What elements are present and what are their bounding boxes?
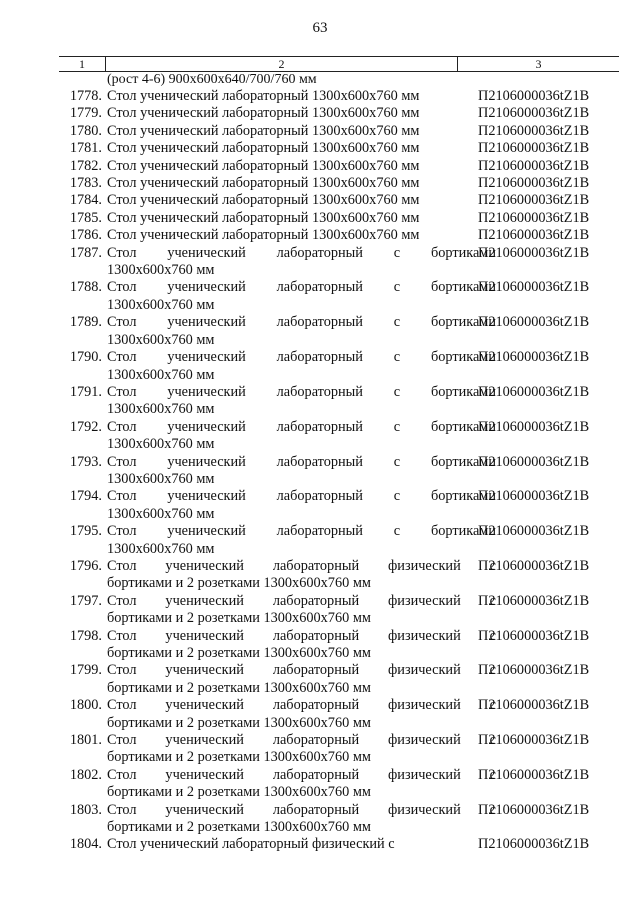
description-line: Стол ученический лабораторный 1300x600x760 мм bbox=[107, 192, 420, 209]
description-line: 1300x600x760 мм bbox=[107, 331, 215, 348]
item-description bbox=[107, 175, 496, 192]
item-description bbox=[107, 279, 496, 314]
description-line: Стол ученический лабораторный 1300x600x760 мм bbox=[107, 105, 420, 122]
table-row bbox=[59, 384, 619, 419]
item-number: 1782. bbox=[69, 157, 102, 174]
table-row bbox=[59, 697, 619, 732]
description-line: Стол ученический лабораторный физический с bbox=[107, 801, 496, 818]
item-description bbox=[107, 558, 496, 593]
table-row bbox=[59, 314, 619, 349]
description-line: Стол ученический лабораторный с бортиками bbox=[107, 244, 496, 261]
table-row bbox=[59, 349, 619, 384]
item-number: 1789. bbox=[69, 314, 102, 331]
description-line: 1300x600x760 мм bbox=[107, 470, 215, 487]
table-header bbox=[59, 56, 619, 72]
item-description bbox=[107, 454, 496, 489]
description-line: Стол ученический лабораторный физический с bbox=[107, 627, 496, 644]
item-number: 1786. bbox=[69, 227, 102, 244]
description-line: Стол ученический лабораторный с бортиками bbox=[107, 314, 496, 331]
item-number: 1788. bbox=[69, 279, 102, 296]
table-row bbox=[59, 123, 619, 140]
header-col-1: 1 bbox=[79, 57, 85, 71]
table-row bbox=[59, 158, 619, 175]
item-code: П2106000036tZ1B bbox=[478, 732, 590, 749]
item-number: 1790. bbox=[69, 349, 102, 366]
item-code: П2106000036tZ1B bbox=[478, 175, 590, 192]
item-code: П2106000036tZ1B bbox=[478, 140, 590, 157]
table-row bbox=[59, 732, 619, 767]
item-number: 1795. bbox=[69, 523, 102, 540]
item-code: П2106000036tZ1B bbox=[478, 766, 590, 783]
description-line: 1300x600x760 мм bbox=[107, 436, 215, 453]
description-line: бортиками и 2 розетками 1300x600x760 мм bbox=[107, 610, 371, 627]
item-number: 1798. bbox=[69, 627, 102, 644]
item-number: 1785. bbox=[69, 209, 102, 226]
item-description bbox=[107, 245, 496, 280]
table-row bbox=[59, 802, 619, 837]
description-line: Стол ученический лабораторный 1300x600x760 мм bbox=[107, 175, 420, 192]
item-description bbox=[107, 732, 496, 767]
item-number: 1794. bbox=[69, 488, 102, 505]
description-line: 1300x600x760 мм bbox=[107, 505, 215, 522]
item-code: П2106000036tZ1B bbox=[478, 105, 590, 122]
table-row bbox=[59, 523, 619, 558]
item-code: П2106000036tZ1B bbox=[478, 209, 590, 226]
item-number: 1787. bbox=[69, 244, 102, 261]
table-row bbox=[59, 175, 619, 192]
description-line: бортиками и 2 розетками 1300x600x760 мм bbox=[107, 679, 371, 696]
description-line: Стол ученический лабораторный с бортиками bbox=[107, 383, 496, 400]
description-line: бортиками и 2 розетками 1300x600x760 мм bbox=[107, 645, 371, 661]
description-line: 1300x600x760 мм bbox=[107, 401, 215, 418]
item-code: П2106000036tZ1B bbox=[478, 418, 590, 435]
item-code: П2106000036tZ1B bbox=[478, 157, 590, 174]
item-number: 1804. bbox=[69, 836, 102, 853]
page-number: 63 bbox=[312, 20, 328, 36]
item-code: П2106000036tZ1B bbox=[478, 227, 590, 244]
header-col-2: 2 bbox=[278, 57, 285, 71]
table-row bbox=[59, 245, 619, 280]
item-description bbox=[107, 140, 496, 157]
item-description bbox=[107, 210, 496, 227]
description-line: бортиками и 2 розетками 1300x600x760 мм bbox=[107, 575, 371, 592]
table-row bbox=[59, 558, 619, 593]
description-line: Стол ученический лабораторный 1300x600x760 мм bbox=[107, 140, 420, 157]
item-description bbox=[107, 192, 496, 209]
item-description bbox=[107, 836, 496, 853]
item-code: П2106000036tZ1B bbox=[478, 88, 590, 104]
table-row bbox=[59, 454, 619, 489]
item-number: 1796. bbox=[69, 557, 102, 574]
table-row bbox=[59, 488, 619, 523]
item-code: П2106000036tZ1B bbox=[478, 314, 590, 331]
item-code: П2106000036tZ1B bbox=[478, 383, 590, 400]
description-line: Стол ученический лабораторный физический с bbox=[107, 592, 496, 609]
item-code: П2106000036tZ1B bbox=[478, 836, 590, 853]
table-row bbox=[59, 279, 619, 314]
item-code: П2106000036tZ1B bbox=[478, 801, 590, 818]
item-number: 1780. bbox=[69, 122, 102, 139]
table-row bbox=[59, 227, 619, 244]
item-description bbox=[107, 593, 496, 628]
description-line: Стол ученический лабораторный с бортиками bbox=[107, 453, 496, 470]
item-description bbox=[107, 314, 496, 349]
item-description bbox=[107, 697, 496, 732]
description-line: Стол ученический лабораторный 1300x600x760 мм bbox=[107, 209, 420, 226]
item-code: П2106000036tZ1B bbox=[478, 627, 590, 644]
item-number: 1791. bbox=[69, 383, 102, 400]
header-col-3: 3 bbox=[535, 57, 542, 71]
item-code: П2106000036tZ1B bbox=[478, 192, 590, 209]
description-line: бортиками и 2 розетками 1300x600x760 мм bbox=[107, 819, 371, 836]
item-description bbox=[107, 158, 496, 175]
item-number: 1781. bbox=[69, 140, 102, 157]
item-number: 1784. bbox=[69, 192, 102, 209]
description-line: Стол ученический лабораторный физический с bbox=[107, 697, 496, 714]
item-code: П2106000036tZ1B bbox=[478, 697, 590, 714]
description-line: Стол ученический лабораторный физический с bbox=[107, 766, 496, 783]
item-code: П2106000036tZ1B bbox=[478, 453, 590, 470]
item-code: П2106000036tZ1B bbox=[478, 349, 590, 366]
item-description bbox=[107, 662, 496, 697]
item-description bbox=[107, 349, 496, 384]
item-number: 1779. bbox=[69, 105, 102, 122]
continuation-text: (рост 4-6) 900x600x640/700/760 мм bbox=[107, 72, 317, 87]
item-number: 1778. bbox=[69, 88, 102, 104]
item-number: 1802. bbox=[69, 766, 102, 783]
table-row bbox=[59, 140, 619, 157]
item-number: 1801. bbox=[69, 732, 102, 749]
table-row bbox=[59, 767, 619, 802]
table-row bbox=[59, 419, 619, 454]
description-line: 1300x600x760 мм bbox=[107, 262, 215, 279]
description-line: Стол ученический лабораторный с бортиками bbox=[107, 418, 496, 435]
item-description bbox=[107, 488, 496, 523]
table-row bbox=[59, 593, 619, 628]
item-code: П2106000036tZ1B bbox=[478, 592, 590, 609]
table-row bbox=[59, 628, 619, 663]
item-code: П2106000036tZ1B bbox=[478, 122, 590, 139]
item-code: П2106000036tZ1B bbox=[478, 244, 590, 261]
description-line: Стол ученический лабораторный с бортиками bbox=[107, 488, 496, 505]
table-row bbox=[59, 105, 619, 122]
description-line: Стол ученический лабораторный 1300x600x760 мм bbox=[107, 227, 420, 244]
item-description bbox=[107, 767, 496, 802]
description-line: Стол ученический лабораторный 1300x600x760 мм bbox=[107, 88, 420, 104]
description-line: бортиками и 2 розетками 1300x600x760 мм bbox=[107, 714, 371, 731]
item-number: 1793. bbox=[69, 453, 102, 470]
item-code: П2106000036tZ1B bbox=[478, 557, 590, 574]
description-line: Стол ученический лабораторный физический с bbox=[107, 836, 395, 853]
table-row bbox=[59, 88, 619, 105]
description-line: Стол ученический лабораторный с бортиками bbox=[107, 523, 496, 540]
item-code: П2106000036tZ1B bbox=[478, 662, 590, 679]
description-line: Стол ученический лабораторный 1300x600x760 мм bbox=[107, 122, 420, 139]
table-row bbox=[59, 836, 619, 853]
item-description bbox=[107, 88, 496, 105]
description-line: Стол ученический лабораторный физический с bbox=[107, 732, 496, 749]
table-row bbox=[59, 662, 619, 697]
item-description bbox=[107, 628, 496, 663]
item-description bbox=[107, 123, 496, 140]
description-line: Стол ученический лабораторный физический с bbox=[107, 662, 496, 679]
description-line: 1300x600x760 мм bbox=[107, 296, 215, 313]
item-description bbox=[107, 105, 496, 122]
description-line: 1300x600x760 мм bbox=[107, 540, 215, 557]
item-number: 1799. bbox=[69, 662, 102, 679]
item-description bbox=[107, 384, 496, 419]
description-line: 1300x600x760 мм bbox=[107, 366, 215, 383]
description-line: Стол ученический лабораторный с бортиками bbox=[107, 279, 496, 296]
description-line: Стол ученический лабораторный с бортиками bbox=[107, 349, 496, 366]
item-code: П2106000036tZ1B bbox=[478, 523, 590, 540]
item-description bbox=[107, 802, 496, 837]
table-row bbox=[59, 210, 619, 227]
item-number: 1803. bbox=[69, 801, 102, 818]
item-code: П2106000036tZ1B bbox=[478, 488, 590, 505]
description-line: Стол ученический лабораторный 1300x600x760 мм bbox=[107, 157, 420, 174]
item-number: 1783. bbox=[69, 175, 102, 192]
item-number: 1800. bbox=[69, 697, 102, 714]
description-line: бортиками и 2 розетками 1300x600x760 мм bbox=[107, 784, 371, 801]
description-line: бортиками и 2 розетками 1300x600x760 мм bbox=[107, 749, 371, 766]
item-description bbox=[107, 419, 496, 454]
item-code: П2106000036tZ1B bbox=[478, 279, 590, 296]
item-description bbox=[107, 227, 496, 244]
table-row bbox=[59, 192, 619, 209]
item-number: 1792. bbox=[69, 418, 102, 435]
description-line: Стол ученический лабораторный физический с bbox=[107, 557, 496, 574]
item-description bbox=[107, 523, 496, 558]
item-number: 1797. bbox=[69, 592, 102, 609]
table-body bbox=[59, 71, 619, 854]
